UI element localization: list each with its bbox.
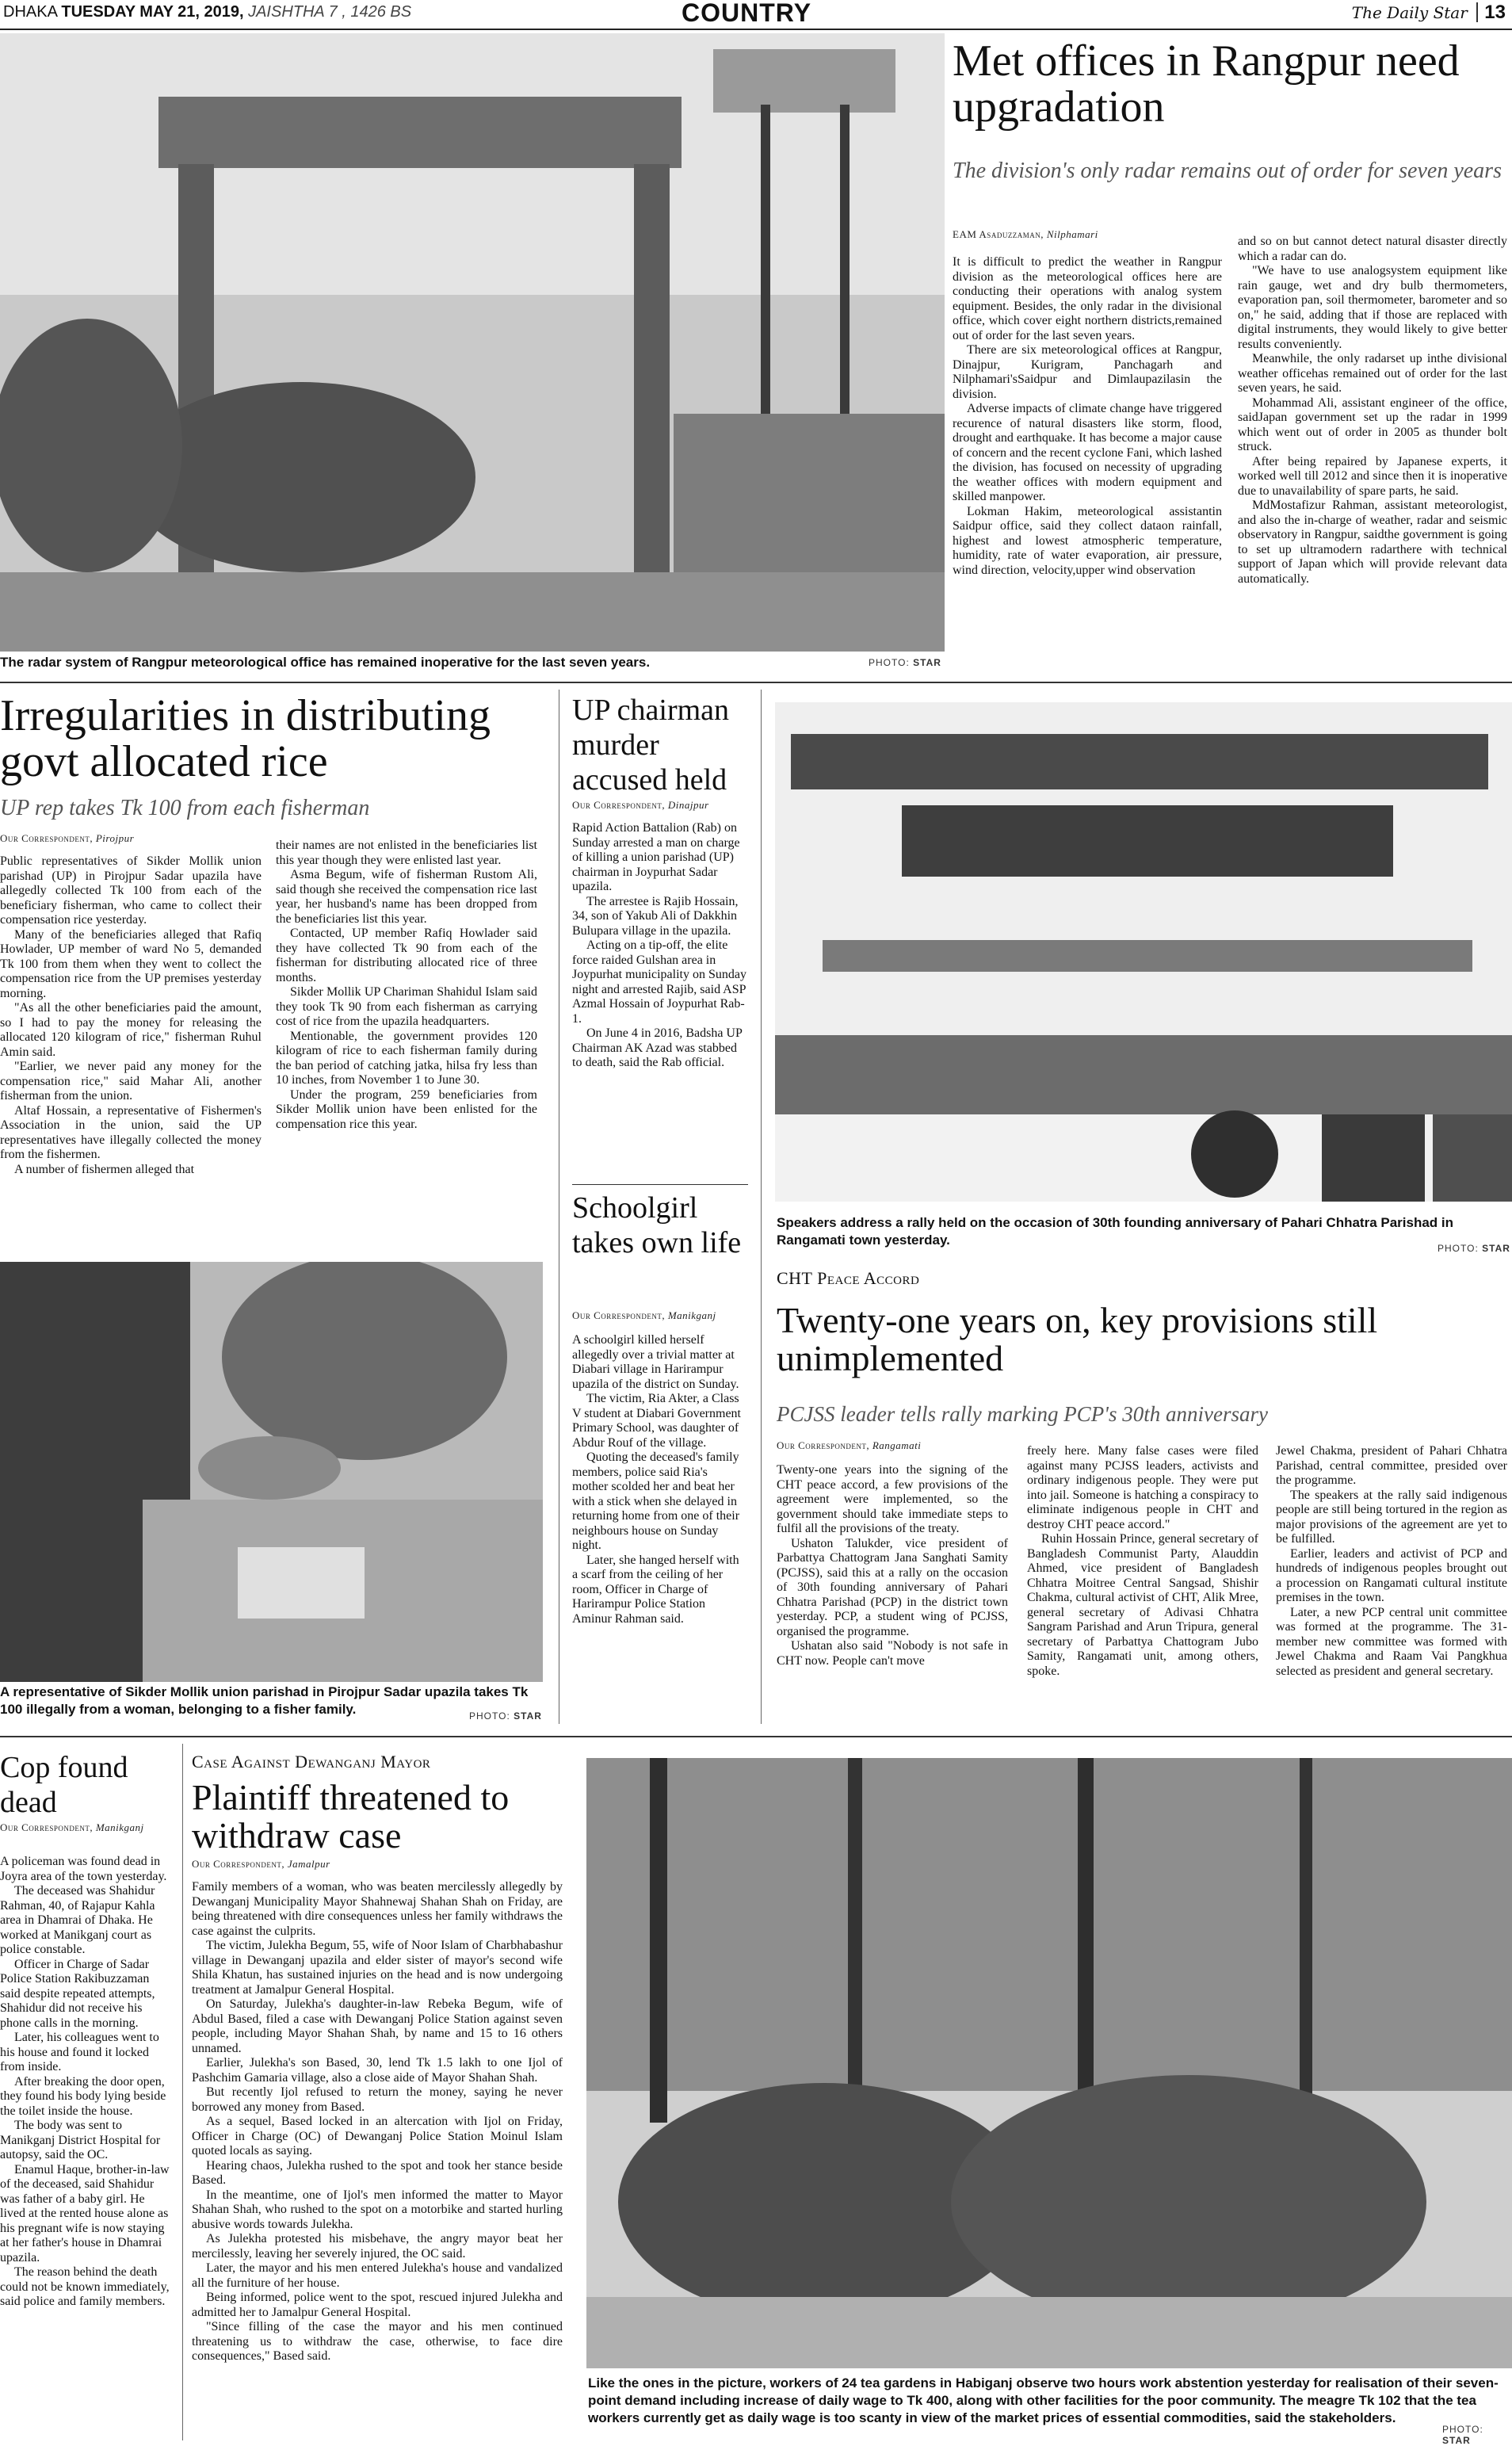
chairman-headline: UP chairman murder accused held — [572, 694, 730, 797]
schoolgirl-headline: Schoolgirl takes own life — [572, 1191, 742, 1259]
chairman-body: Rapid Action Battalion (Rab) on Sunday arrested a man on charge of killing a union parishad (UP) chairman in Joypurhat Sadar upazila. The arrestee is Rajib Hossain, 34, son of Yakub Ali of Dakkhin Bulupara village in the upazila. Acting on a tip-off, the elite force raided Gulshan area in Joypurhat municipality on Sunday night and arrested Rajib, said ASP Azmal Hossain of Joypurhat Rab-1. On June 4 in 2016, Badsha UP Chairman AK Azad was stabbed to death, said the Rab official. — [572, 821, 746, 1069]
schoolgirl-body: A schoolgirl killed herself allegedly over a trivial matter at Diabari village in Harirampur upazila of the district on Sunday. The victim, Ria Akter, a Class V student at Diabari Government Primary School, was daughter of Abdur Rouf of the village. Quoting the deceased's family members, police said Ria's mother scolded her and beat her with a stick when she delayed in returning home from one of their neighbours house on Sunday night. Later, she hanged herself with a scarf from the ceiling of her room, Officer in Charge of Harirampur Police Station Aminur Rahman said. — [572, 1333, 741, 1626]
cht-rally-photo — [775, 702, 1512, 1202]
rice-photo-caption: A representative of Sikder Mollik union parishad in Pirojpur Sadar upazila takes Tk 100 illegally from a woman, belonging to a fisher family. — [0, 1684, 529, 1717]
cht-photo-credit: PHOTO: STAR — [1438, 1243, 1510, 1254]
cop-body: A policeman was found dead in Joyra area of the town yesterday. The deceased was Shahidur Rahman, 40, of Rajapur Kahla area in Dhamrai of Dhaka. He worked at Manikganj court as police constable. Officer in Charge of Sadar Police Station Rakibuzzaman said despite repeated attempts, Shahidur did not receive his phone calls in the morning. Later, his colleagues went to his house and found it locked from inside. After breaking the door open, they found his body lying beside the toilet inside the house. The body was sent to Manikganj District Hospital for autopsy, said the OC. Enamul Haque, brother-in-law of the deceased, said Shahidur was father of a baby girl. He lived at the rented house alone as his pregnant wife is now staying at her father's house in Dhamrai upazila. The reason behind the death could not be known immediately, said police and family members. — [0, 1855, 170, 2308]
cht-kicker: CHT Peace Accord — [777, 1268, 920, 1288]
masthead-small — [1352, 2, 1506, 24]
cop-byline: Our Correspondent, Manikganj — [0, 1821, 144, 1833]
section-divider-2 — [0, 1736, 1512, 1737]
cop-headline: Cop found dead — [0, 1751, 128, 1819]
section-title: COUNTRY — [682, 0, 812, 27]
edition-date: DHAKA TUESDAY MAY 21, 2019, JAISHTHA 7 , 1426 BS — [3, 3, 412, 21]
cht-subheadline: PCJSS leader tells rally marking PCP's 30th anniversary — [777, 1402, 1268, 1426]
rice-body-col2: their names are not enlisted in the beneficiaries list this year though they were enlisted last year. Asma Begum, wife of fisherman Rustom Ali, said though she received the compensation rice last year, her husband's name has been dropped from the beneficiaries list this year. Contacted, UP member Rafiq Howlader said they have collected Tk 90 from each of the fisherman for distributing allocated rice of three months. Sikder Mollik UP Chariman Shahidul Islam said they took Tk 90 from each fisherman as carrying cost of rice from the upazila headquarters. Mentionable, the government provides 120 kilogram of rice to each fisherman family during the ban period of catching jatka, hilsa fry less than 10 inches, from November 1 to June 30. Under the program, 259 beneficiaries from Sikder Mollik union have been enlisted for the compensation rice this year. — [276, 839, 537, 1131]
cht-body-col3: Jewel Chakma, president of Pahari Chhatra Parishad, central committee, presided over the programme. The speakers at the rally said indigenous people are still being tortured in the region as major provisions of the agreement are yet to be fulfilled. Earlier, leaders and activist of PCP and hundreds of indigenous peoples brought out a procession on Rangamati cultural institute premises in the town. Later, a new PCP central unit committee was formed at the programme. The 31-member new committee was formed with Jewel Chakma and Raam Vai Pangkhua selected as president and general secretary. — [1276, 1444, 1507, 1678]
cht-headline: Twenty-one years on, key provisions still unimplemented — [777, 1300, 1378, 1378]
met-headline: Met offices in Rangpur need upgradation — [953, 36, 1460, 132]
tea-workers-photo — [586, 1758, 1512, 2368]
page-header — [0, 0, 1512, 30]
rice-photo-credit: PHOTO: STAR — [469, 1710, 542, 1722]
tea-photo-caption: Like the ones in the picture, workers of 24 tea gardens in Habiganj observe two hours work abstention yesterday for realisation of their seven-point demand including increase of daily wage to Tk 400, along with other facilities for the poor community. The meagre Tk 102 that the tea workers currently get as daily wage is too scanty in view of the market prices of essential commodities, said the stakeholders. — [588, 2375, 1499, 2425]
tea-photo-credit: PHOTO: STAR — [1442, 2424, 1483, 2446]
cht-body-col1: Twenty-one years into the signing of the CHT peace accord, a few provisions of the agreement were implemented, so the government should take immediate steps to fulfil all the provisions of the treaty. Ushaton Talukder, vice president of Parbattya Chattogram Jana Sanghati Samity (PCJSS), said this at a rally on the occasion of 30th founding anniversary of Pahari Chhatra Parishad (PCP) in the district town yesterday. PCP, a student wing of PCJSS, organised the programme. Ushatan also said "Nobody is not safe in CHT now. People can't move — [777, 1463, 1008, 1668]
plaintiff-body: Family members of a woman, who was beaten mercilessly allegedly by Dewanganj Municipality Mayor Shahnewaj Shahan Shah on Friday, are being threatened with dire consequences unless her family withdraws the case against the culprits. The victim, Julekha Begum, 55, wife of Noor Islam of Charbhabashur village in Dewanganj upazila and elder sister of mayor's second wife Shila Khatun, has sustained injuries on the head and is now undergoing treatment at Jamalpur General Hospital. On Saturday, Julekha's daughter-in-law Rebeka Begum, wife of Abdul Based, filed a case with Dewanganj Police Station against seven people, including Mayor Shahan Shah, by name and 15 to 16 others unnamed. Earlier, Julekha's son Based, 30, lend Tk 1.5 lakh to one Ijol of Pashchim Gamaria village, also a close aide of Mayor Shahan Shah. But recently Ijol refused to return the money, saying he never borrowed any money from Based. As a sequel, Based locked in an altercation with Ijol on Friday, Officer in Charge (OC) of Dewanganj Police Station Moinul Islam quoted locals as saying. Hearing chaos, Julekha rushed to the spot and took her stance beside Based. In the meantime, one of Ijol's men informed the matter to Mayor Shahan Shah, who rushed to the spot on a motorbike and started hurling abusive words towards Julekha. As Julekha protested his misbehave, the angry mayor beat her mercilessly, leaving her severely injured, the OC said. Later, the mayor and his men entered Julekha's house and vandalized all the furniture of her house. Being informed, police went to the spot, rescued injured Julekha and admitted her to Jamalpur General Hospital. "Since filling of the case the mayor and his men continued threatening us to withdraw the case, otherwise, to face dire consequences," Based said. — [192, 1880, 563, 2363]
rice-headline: Irregularities in distributing govt allocated rice — [0, 691, 491, 786]
plaintiff-byline: Our Correspondent, Jamalpur — [192, 1858, 330, 1870]
met-body-col1: It is difficult to predict the weather in Rangpur division as the meteorological offices here are conducting their operations with analog system equipment. Besides, the only radar in the divisional office, which cover eight northern districts,remained out of order for the last seven years. There are six meteorological offices at Rangpur, Dinajpur, Kurigram, Panchagarh and Nilphamari'sSaidpur and Dimlaupazilasin the division. Adverse impacts of climate change have triggered recurence of natural disasters like storm, flood, drought and earthquake. It has become a major cause of concern and the recent cyclone Fani, which lashed the division, has focused on necessity of upgrading the weather offices with modern equipment and skilled manpower. Lokman Hakim, meteorological assistantin Saidpur office, said they collect dataon rainfall, highest and lowest atmospheric temperature, humidity, rate of water evaporation, air pressure, wind direction, velocity,upper wind observation — [953, 255, 1222, 577]
met-subheadline: The division's only radar remains out of order for seven years — [953, 159, 1502, 183]
cht-photo-caption: Speakers address a rally held on the occasion of 30th founding anniversary of Pahari Chhatra Parishad in Rangamati town yesterday. — [777, 1215, 1454, 1248]
plaintiff-kicker: Case Against Dewanganj Mayor — [192, 1752, 431, 1771]
met-byline: EAM Asaduzzaman, Nilphamari — [953, 228, 1098, 240]
rice-byline: Our Correspondent, Pirojpur — [0, 832, 135, 844]
rice-photo — [0, 1262, 543, 1682]
section-divider — [0, 682, 1512, 683]
column-rule-3 — [182, 1744, 183, 2440]
met-body-col2: and so on but cannot detect natural disaster directly which a radar can do. "We have to use analogsystem equipment like rain gauge, wet and dry bulb thermometers, evaporation pan, soil thermometer, barometer and so on," he said, adding that if those are replaced with digital instruments, they would likely to give better results conveniently. Meanwhile, the only radarset up inthe divisional weather officehas remained out of order for the last seven years, he said. Mohammad Ali, assistant engineer of the office, saidJapan government set up the radar in 1999 which went out of order in 2005 as thunder bolt struck. After being repaired by Japanese experts, it worked well till 2012 and since then it is inoperative due to unavailability of spare parts, he said. MdMostafizur Rahman, assistant meteorologist, and also the in-charge of weather, radar and seismic observatory in Rangpur, saidthe government is going to set up ultramodern radarthere with technical support of Japan which will provide relevant data automatically. — [1238, 235, 1507, 586]
column-rule-2 — [761, 690, 762, 1724]
schoolgirl-byline: Our Correspondent, Manikganj — [572, 1309, 716, 1321]
paper-name: The Daily Star — [1351, 3, 1468, 22]
page-number: 13 — [1484, 2, 1506, 23]
cht-body-col2: freely here. Many false cases were filed against many PCJSS leaders, activists and ordinary indigenous people. They were put into jail. Someone is hatching a conspiracy to eliminate indigenous people in CHT and destroy CHT peace accord." Ruhin Hossain Prince, general secretary of Bangladesh Communist Party, Alauddin Ahmed, vice president of Bangladesh Chhatra Moitree Central Sangsad, Shishir Chakma, cultural activist of CHT, Alik Mree, general secretary of Adivasi Chhatra Sangram Parishad and Arun Tripura, general secretary of Parbattya Chattogram Jubo Samity, Rangamati unit, among others, spoke. — [1027, 1444, 1258, 1678]
radar-photo-credit: PHOTO: STAR — [869, 657, 941, 668]
plaintiff-headline: Plaintiff threatened to withdraw case — [192, 1777, 510, 1856]
chairman-divider — [572, 1184, 748, 1185]
cht-byline: Our Correspondent, Rangamati — [777, 1439, 922, 1451]
rice-body-col1: Public representatives of Sikder Mollik union parishad (UP) in Pirojpur Sadar upazila have allegedly collected Tk 100 from each of the beneficiary fisherman, who came to collect their compensation rice yesterday. Many of the beneficiaries alleged that Rafiq Howlader, UP member of ward No 5, demanded Tk 100 from them when they went to collect the compensation rice from the UP premises yesterday morning. "As all the other beneficiaries paid the amount, so I had to pay the money for releasing the allocated 120 kilogram of rice," fisherman Ruhul Amin said. "Earlier, we never paid any money for the compensation rice," said Mahar Ali, another fisherman from the union. Altaf Hossain, a representative of Fishermen's Association in the union, said the UP representatives have illegally collected the money from the fishermen. A number of fishermen alleged that — [0, 854, 262, 1176]
rice-subheadline: UP rep takes Tk 100 from each fisherman — [0, 796, 370, 820]
radar-photo — [0, 33, 945, 652]
chairman-byline: Our Correspondent, Dinajpur — [572, 799, 709, 811]
radar-photo-caption: The radar system of Rangpur meteorological office has remained inoperative for the last seven years. — [0, 655, 651, 670]
